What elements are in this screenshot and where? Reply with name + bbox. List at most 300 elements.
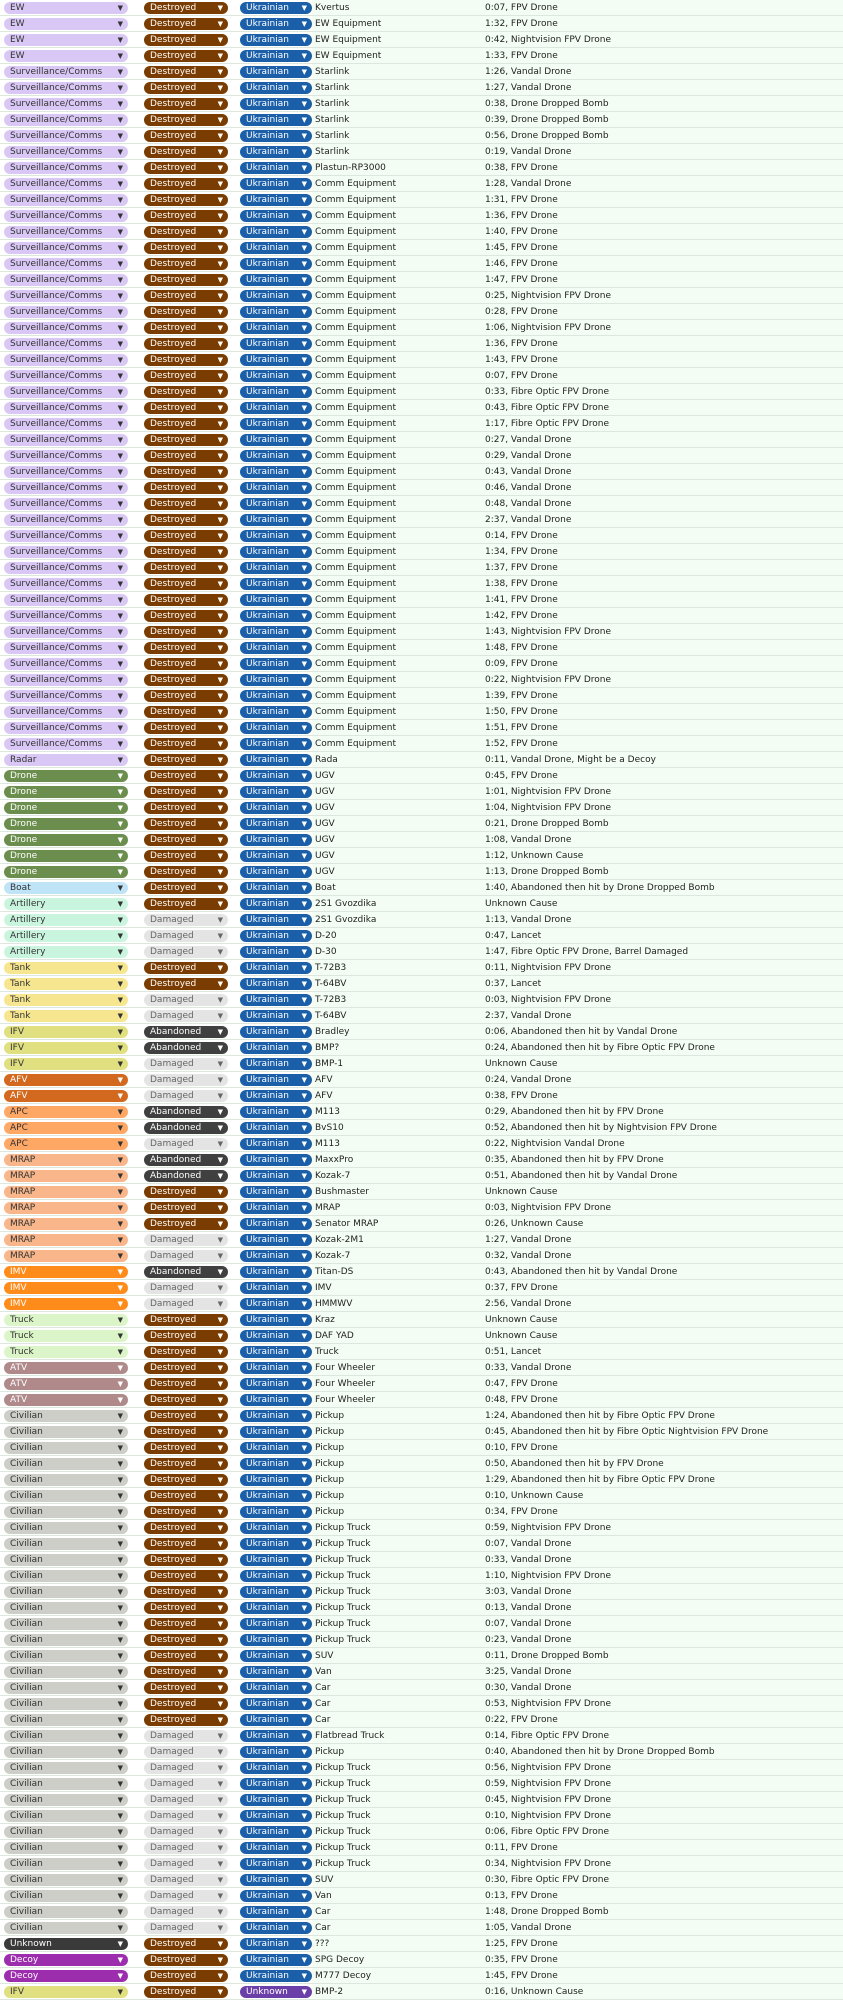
notes-cell[interactable]: [482, 1648, 843, 1664]
notes-cell[interactable]: [482, 0, 843, 16]
type-dropdown[interactable]: [4, 1602, 128, 1614]
side-dropdown[interactable]: [240, 1250, 312, 1262]
type-dropdown[interactable]: [4, 946, 128, 958]
status-dropdown[interactable]: [144, 626, 228, 638]
side-dropdown[interactable]: [240, 130, 312, 142]
type-dropdown[interactable]: [4, 178, 128, 190]
status-dropdown[interactable]: [144, 434, 228, 446]
notes-cell[interactable]: [482, 816, 843, 832]
side-dropdown[interactable]: [240, 1906, 312, 1918]
type-dropdown[interactable]: [4, 1522, 128, 1534]
notes-cell[interactable]: [482, 1008, 843, 1024]
type-dropdown[interactable]: [4, 370, 128, 382]
status-dropdown[interactable]: [144, 98, 228, 110]
notes-cell[interactable]: [482, 656, 843, 672]
status-dropdown[interactable]: [144, 1218, 228, 1230]
notes-cell[interactable]: [482, 224, 843, 240]
status-dropdown[interactable]: [144, 306, 228, 318]
status-dropdown[interactable]: [144, 1458, 228, 1470]
type-dropdown[interactable]: [4, 1842, 128, 1854]
type-dropdown[interactable]: [4, 1458, 128, 1470]
type-dropdown[interactable]: [4, 1282, 128, 1294]
type-dropdown[interactable]: [4, 914, 128, 926]
status-dropdown[interactable]: [144, 1122, 228, 1134]
status-dropdown[interactable]: [144, 1426, 228, 1438]
equipment-cell[interactable]: [312, 672, 482, 688]
notes-cell[interactable]: [482, 752, 843, 768]
notes-cell[interactable]: [482, 48, 843, 64]
type-dropdown[interactable]: [4, 514, 128, 526]
equipment-cell[interactable]: [312, 1344, 482, 1360]
notes-cell[interactable]: [482, 640, 843, 656]
type-dropdown[interactable]: [4, 322, 128, 334]
status-dropdown[interactable]: [144, 1410, 228, 1422]
notes-cell[interactable]: [482, 1920, 843, 1936]
equipment-cell[interactable]: [312, 240, 482, 256]
status-dropdown[interactable]: [144, 498, 228, 510]
equipment-cell[interactable]: [312, 752, 482, 768]
notes-cell[interactable]: [482, 800, 843, 816]
notes-cell[interactable]: [482, 1952, 843, 1968]
type-dropdown[interactable]: [4, 1298, 128, 1310]
type-dropdown[interactable]: [4, 1586, 128, 1598]
side-dropdown[interactable]: [240, 1762, 312, 1774]
type-dropdown[interactable]: [4, 338, 128, 350]
notes-cell[interactable]: [482, 960, 843, 976]
equipment-cell[interactable]: [312, 560, 482, 576]
equipment-cell[interactable]: [312, 1824, 482, 1840]
side-dropdown[interactable]: [240, 1490, 312, 1502]
side-dropdown[interactable]: [240, 1010, 312, 1022]
status-dropdown[interactable]: [144, 1074, 228, 1086]
type-dropdown[interactable]: [4, 546, 128, 558]
status-dropdown[interactable]: [144, 1010, 228, 1022]
side-dropdown[interactable]: [240, 242, 312, 254]
equipment-cell[interactable]: [312, 320, 482, 336]
notes-cell[interactable]: [482, 1280, 843, 1296]
type-dropdown[interactable]: [4, 146, 128, 158]
equipment-cell[interactable]: [312, 640, 482, 656]
status-dropdown[interactable]: [144, 1314, 228, 1326]
equipment-cell[interactable]: [312, 192, 482, 208]
type-dropdown[interactable]: [4, 50, 128, 62]
type-dropdown[interactable]: [4, 1442, 128, 1454]
side-dropdown[interactable]: [240, 34, 312, 46]
status-dropdown[interactable]: [144, 1634, 228, 1646]
equipment-cell[interactable]: [312, 960, 482, 976]
equipment-cell[interactable]: [312, 400, 482, 416]
equipment-cell[interactable]: [312, 1568, 482, 1584]
side-dropdown[interactable]: [240, 546, 312, 558]
side-dropdown[interactable]: [240, 594, 312, 606]
notes-cell[interactable]: [482, 1936, 843, 1952]
status-dropdown[interactable]: [144, 1810, 228, 1822]
type-dropdown[interactable]: [4, 418, 128, 430]
equipment-cell[interactable]: [312, 1632, 482, 1648]
notes-cell[interactable]: [482, 1024, 843, 1040]
notes-cell[interactable]: [482, 1216, 843, 1232]
status-dropdown[interactable]: [144, 402, 228, 414]
side-dropdown[interactable]: [240, 994, 312, 1006]
status-dropdown[interactable]: [144, 1858, 228, 1870]
equipment-cell[interactable]: [312, 1440, 482, 1456]
type-dropdown[interactable]: [4, 1202, 128, 1214]
side-dropdown[interactable]: [240, 1618, 312, 1630]
status-dropdown[interactable]: [144, 850, 228, 862]
equipment-cell[interactable]: [312, 1744, 482, 1760]
equipment-cell[interactable]: [312, 1248, 482, 1264]
notes-cell[interactable]: [482, 704, 843, 720]
type-dropdown[interactable]: [4, 594, 128, 606]
notes-cell[interactable]: [482, 768, 843, 784]
type-dropdown[interactable]: [4, 1330, 128, 1342]
equipment-cell[interactable]: [312, 32, 482, 48]
side-dropdown[interactable]: [240, 818, 312, 830]
side-dropdown[interactable]: [240, 1186, 312, 1198]
equipment-cell[interactable]: [312, 1328, 482, 1344]
equipment-cell[interactable]: [312, 16, 482, 32]
status-dropdown[interactable]: [144, 1778, 228, 1790]
notes-cell[interactable]: [482, 96, 843, 112]
status-dropdown[interactable]: [144, 1282, 228, 1294]
type-dropdown[interactable]: [4, 658, 128, 670]
notes-cell[interactable]: [482, 208, 843, 224]
notes-cell[interactable]: [482, 448, 843, 464]
equipment-cell[interactable]: [312, 592, 482, 608]
equipment-cell[interactable]: [312, 1680, 482, 1696]
notes-cell[interactable]: [482, 896, 843, 912]
type-dropdown[interactable]: [4, 1618, 128, 1630]
status-dropdown[interactable]: [144, 978, 228, 990]
side-dropdown[interactable]: [240, 1330, 312, 1342]
side-dropdown[interactable]: [240, 274, 312, 286]
side-dropdown[interactable]: [240, 1314, 312, 1326]
type-dropdown[interactable]: [4, 1906, 128, 1918]
type-dropdown[interactable]: [4, 1698, 128, 1710]
side-dropdown[interactable]: [240, 1522, 312, 1534]
status-dropdown[interactable]: [144, 594, 228, 606]
side-dropdown[interactable]: [240, 578, 312, 590]
notes-cell[interactable]: [482, 1536, 843, 1552]
type-dropdown[interactable]: [4, 466, 128, 478]
type-dropdown[interactable]: [4, 578, 128, 590]
equipment-cell[interactable]: [312, 688, 482, 704]
equipment-cell[interactable]: [312, 1024, 482, 1040]
notes-cell[interactable]: [482, 992, 843, 1008]
side-dropdown[interactable]: [240, 562, 312, 574]
notes-cell[interactable]: [482, 1712, 843, 1728]
status-dropdown[interactable]: [144, 1586, 228, 1598]
equipment-cell[interactable]: [312, 800, 482, 816]
type-dropdown[interactable]: [4, 162, 128, 174]
side-dropdown[interactable]: [240, 354, 312, 366]
notes-cell[interactable]: [482, 64, 843, 80]
equipment-cell[interactable]: [312, 48, 482, 64]
status-dropdown[interactable]: [144, 578, 228, 590]
type-dropdown[interactable]: [4, 130, 128, 142]
status-dropdown[interactable]: [144, 1250, 228, 1262]
equipment-cell[interactable]: [312, 1840, 482, 1856]
type-dropdown[interactable]: [4, 1538, 128, 1550]
notes-cell[interactable]: [482, 496, 843, 512]
side-dropdown[interactable]: [240, 1858, 312, 1870]
type-dropdown[interactable]: [4, 18, 128, 30]
notes-cell[interactable]: [482, 1136, 843, 1152]
notes-cell[interactable]: [482, 288, 843, 304]
equipment-cell[interactable]: [312, 1040, 482, 1056]
type-dropdown[interactable]: [4, 1570, 128, 1582]
notes-cell[interactable]: [482, 832, 843, 848]
type-dropdown[interactable]: [4, 738, 128, 750]
equipment-cell[interactable]: [312, 160, 482, 176]
equipment-cell[interactable]: [312, 1808, 482, 1824]
type-dropdown[interactable]: [4, 1250, 128, 1262]
type-dropdown[interactable]: [4, 978, 128, 990]
notes-cell[interactable]: [482, 1568, 843, 1584]
notes-cell[interactable]: [482, 1904, 843, 1920]
type-dropdown[interactable]: [4, 498, 128, 510]
type-dropdown[interactable]: [4, 1890, 128, 1902]
equipment-cell[interactable]: [312, 1888, 482, 1904]
notes-cell[interactable]: [482, 1872, 843, 1888]
notes-cell[interactable]: [482, 1696, 843, 1712]
equipment-cell[interactable]: [312, 1152, 482, 1168]
equipment-cell[interactable]: [312, 1984, 482, 2000]
status-dropdown[interactable]: [144, 2, 228, 14]
equipment-cell[interactable]: [312, 448, 482, 464]
equipment-cell[interactable]: [312, 1488, 482, 1504]
type-dropdown[interactable]: [4, 210, 128, 222]
status-dropdown[interactable]: [144, 546, 228, 558]
type-dropdown[interactable]: [4, 706, 128, 718]
type-dropdown[interactable]: [4, 642, 128, 654]
status-dropdown[interactable]: [144, 642, 228, 654]
type-dropdown[interactable]: [4, 754, 128, 766]
notes-cell[interactable]: [482, 912, 843, 928]
equipment-cell[interactable]: [312, 1968, 482, 1984]
notes-cell[interactable]: [482, 928, 843, 944]
type-dropdown[interactable]: [4, 226, 128, 238]
type-dropdown[interactable]: [4, 1410, 128, 1422]
side-dropdown[interactable]: [240, 962, 312, 974]
side-dropdown[interactable]: [240, 850, 312, 862]
side-dropdown[interactable]: [240, 1266, 312, 1278]
notes-cell[interactable]: [482, 1776, 843, 1792]
equipment-cell[interactable]: [312, 1120, 482, 1136]
equipment-cell[interactable]: [312, 1296, 482, 1312]
type-dropdown[interactable]: [4, 1026, 128, 1038]
equipment-cell[interactable]: [312, 1904, 482, 1920]
status-dropdown[interactable]: [144, 930, 228, 942]
side-dropdown[interactable]: [240, 1890, 312, 1902]
type-dropdown[interactable]: [4, 882, 128, 894]
side-dropdown[interactable]: [240, 1874, 312, 1886]
status-dropdown[interactable]: [144, 770, 228, 782]
side-dropdown[interactable]: [240, 1586, 312, 1598]
status-dropdown[interactable]: [144, 946, 228, 958]
side-dropdown[interactable]: [240, 530, 312, 542]
type-dropdown[interactable]: [4, 722, 128, 734]
notes-cell[interactable]: [482, 192, 843, 208]
notes-cell[interactable]: [482, 1328, 843, 1344]
type-dropdown[interactable]: [4, 610, 128, 622]
type-dropdown[interactable]: [4, 818, 128, 830]
status-dropdown[interactable]: [144, 290, 228, 302]
status-dropdown[interactable]: [144, 1650, 228, 1662]
equipment-cell[interactable]: [312, 1760, 482, 1776]
status-dropdown[interactable]: [144, 1090, 228, 1102]
type-dropdown[interactable]: [4, 1010, 128, 1022]
notes-cell[interactable]: [482, 304, 843, 320]
status-dropdown[interactable]: [144, 50, 228, 62]
type-dropdown[interactable]: [4, 1490, 128, 1502]
notes-cell[interactable]: [482, 736, 843, 752]
type-dropdown[interactable]: [4, 1138, 128, 1150]
type-dropdown[interactable]: [4, 1378, 128, 1390]
type-dropdown[interactable]: [4, 1346, 128, 1358]
equipment-cell[interactable]: [312, 1520, 482, 1536]
side-dropdown[interactable]: [240, 930, 312, 942]
status-dropdown[interactable]: [144, 1298, 228, 1310]
status-dropdown[interactable]: [144, 818, 228, 830]
side-dropdown[interactable]: [240, 1026, 312, 1038]
status-dropdown[interactable]: [144, 210, 228, 222]
notes-cell[interactable]: [482, 256, 843, 272]
equipment-cell[interactable]: [312, 1648, 482, 1664]
notes-cell[interactable]: [482, 1360, 843, 1376]
type-dropdown[interactable]: [4, 1186, 128, 1198]
type-dropdown[interactable]: [4, 1778, 128, 1790]
side-dropdown[interactable]: [240, 114, 312, 126]
equipment-cell[interactable]: [312, 976, 482, 992]
notes-cell[interactable]: [482, 976, 843, 992]
side-dropdown[interactable]: [240, 1122, 312, 1134]
type-dropdown[interactable]: [4, 194, 128, 206]
status-dropdown[interactable]: [144, 114, 228, 126]
status-dropdown[interactable]: [144, 1794, 228, 1806]
type-dropdown[interactable]: [4, 1506, 128, 1518]
side-dropdown[interactable]: [240, 514, 312, 526]
side-dropdown[interactable]: [240, 418, 312, 430]
notes-cell[interactable]: [482, 1888, 843, 1904]
equipment-cell[interactable]: [312, 1872, 482, 1888]
type-dropdown[interactable]: [4, 290, 128, 302]
side-dropdown[interactable]: [240, 18, 312, 30]
type-dropdown[interactable]: [4, 1746, 128, 1758]
notes-cell[interactable]: [482, 592, 843, 608]
notes-cell[interactable]: [482, 352, 843, 368]
type-dropdown[interactable]: [4, 786, 128, 798]
status-dropdown[interactable]: [144, 1378, 228, 1390]
status-dropdown[interactable]: [144, 1506, 228, 1518]
status-dropdown[interactable]: [144, 1186, 228, 1198]
equipment-cell[interactable]: [312, 1504, 482, 1520]
side-dropdown[interactable]: [240, 786, 312, 798]
side-dropdown[interactable]: [240, 1730, 312, 1742]
side-dropdown[interactable]: [240, 1826, 312, 1838]
notes-cell[interactable]: [482, 1344, 843, 1360]
equipment-cell[interactable]: [312, 784, 482, 800]
notes-cell[interactable]: [482, 16, 843, 32]
equipment-cell[interactable]: [312, 96, 482, 112]
side-dropdown[interactable]: [240, 626, 312, 638]
notes-cell[interactable]: [482, 944, 843, 960]
equipment-cell[interactable]: [312, 608, 482, 624]
equipment-cell[interactable]: [312, 576, 482, 592]
side-dropdown[interactable]: [240, 98, 312, 110]
equipment-cell[interactable]: [312, 1536, 482, 1552]
type-dropdown[interactable]: [4, 1922, 128, 1934]
notes-cell[interactable]: [482, 1632, 843, 1648]
equipment-cell[interactable]: [312, 1168, 482, 1184]
status-dropdown[interactable]: [144, 1602, 228, 1614]
equipment-cell[interactable]: [312, 896, 482, 912]
status-dropdown[interactable]: [144, 82, 228, 94]
equipment-cell[interactable]: [312, 1072, 482, 1088]
side-dropdown[interactable]: [240, 1474, 312, 1486]
status-dropdown[interactable]: [144, 386, 228, 398]
equipment-cell[interactable]: [312, 1312, 482, 1328]
side-dropdown[interactable]: [240, 1202, 312, 1214]
side-dropdown[interactable]: [240, 1410, 312, 1422]
notes-cell[interactable]: [482, 1312, 843, 1328]
type-dropdown[interactable]: [4, 386, 128, 398]
notes-cell[interactable]: [482, 1040, 843, 1056]
side-dropdown[interactable]: [240, 642, 312, 654]
status-dropdown[interactable]: [144, 1442, 228, 1454]
side-dropdown[interactable]: [240, 1426, 312, 1438]
notes-cell[interactable]: [482, 480, 843, 496]
status-dropdown[interactable]: [144, 354, 228, 366]
equipment-cell[interactable]: [312, 816, 482, 832]
equipment-cell[interactable]: [312, 384, 482, 400]
equipment-cell[interactable]: [312, 208, 482, 224]
notes-cell[interactable]: [482, 384, 843, 400]
status-dropdown[interactable]: [144, 1746, 228, 1758]
side-dropdown[interactable]: [240, 1074, 312, 1086]
notes-cell[interactable]: [482, 1456, 843, 1472]
notes-cell[interactable]: [482, 1104, 843, 1120]
status-dropdown[interactable]: [144, 658, 228, 670]
type-dropdown[interactable]: [4, 802, 128, 814]
type-dropdown[interactable]: [4, 1090, 128, 1102]
equipment-cell[interactable]: [312, 1616, 482, 1632]
equipment-cell[interactable]: [312, 496, 482, 512]
type-dropdown[interactable]: [4, 258, 128, 270]
notes-cell[interactable]: [482, 512, 843, 528]
side-dropdown[interactable]: [240, 1378, 312, 1390]
side-dropdown[interactable]: [240, 1138, 312, 1150]
side-dropdown[interactable]: [240, 1554, 312, 1566]
side-dropdown[interactable]: [240, 1682, 312, 1694]
equipment-cell[interactable]: [312, 480, 482, 496]
side-dropdown[interactable]: [240, 882, 312, 894]
side-dropdown[interactable]: [240, 1346, 312, 1358]
notes-cell[interactable]: [482, 1744, 843, 1760]
status-dropdown[interactable]: [144, 722, 228, 734]
side-dropdown[interactable]: [240, 866, 312, 878]
equipment-cell[interactable]: [312, 544, 482, 560]
notes-cell[interactable]: [482, 1184, 843, 1200]
notes-cell[interactable]: [482, 1760, 843, 1776]
type-dropdown[interactable]: [4, 242, 128, 254]
side-dropdown[interactable]: [240, 1698, 312, 1710]
side-dropdown[interactable]: [240, 674, 312, 686]
notes-cell[interactable]: [482, 672, 843, 688]
equipment-cell[interactable]: [312, 1728, 482, 1744]
type-dropdown[interactable]: [4, 898, 128, 910]
side-dropdown[interactable]: [240, 1970, 312, 1982]
